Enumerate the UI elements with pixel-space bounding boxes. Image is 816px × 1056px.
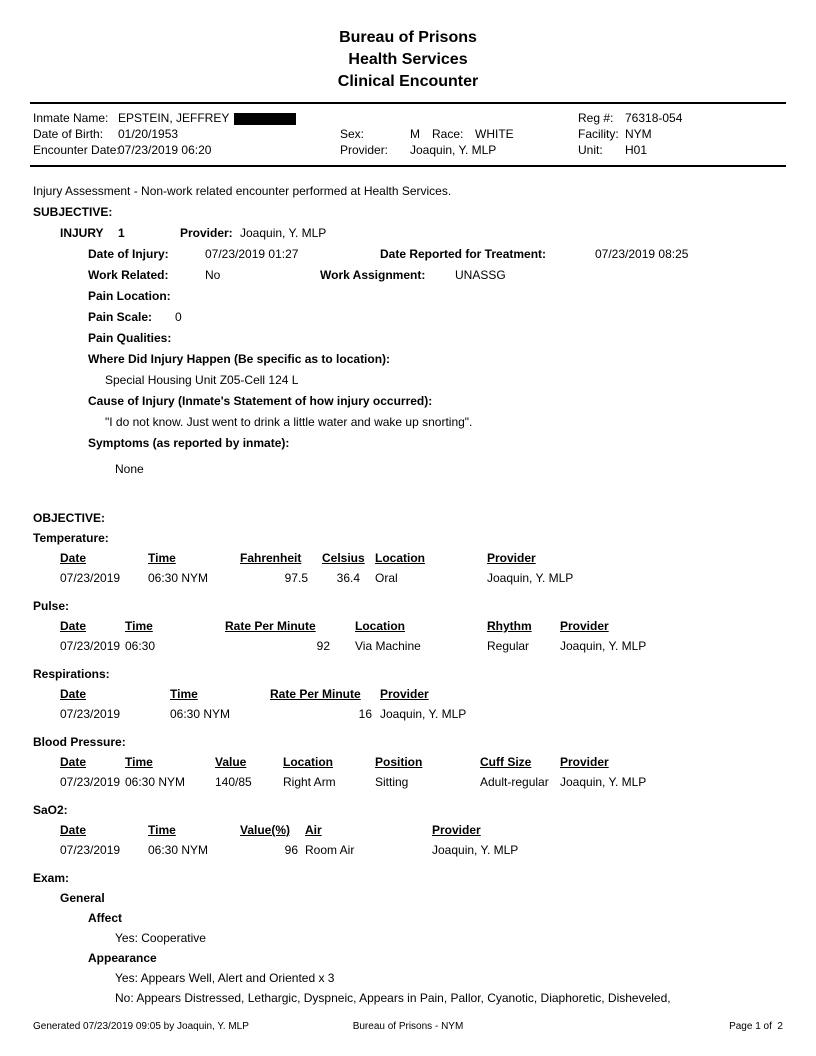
value-cell: 06:30 NYM — [125, 775, 186, 789]
value-cell: 16 — [358, 707, 372, 721]
value-cell: 07/23/2019 — [60, 707, 121, 721]
pain-scale-value: 0 — [175, 310, 182, 324]
sex-label: Sex: — [340, 127, 365, 141]
race-label: Race: — [432, 127, 464, 141]
footer-center-text: Bureau of Prisons - NYM — [352, 1021, 464, 1032]
sex-race-row — [340, 126, 578, 142]
header-cell: Provider — [560, 755, 609, 769]
page-footer — [33, 1021, 783, 1032]
encounter-date-row — [33, 142, 340, 158]
header-cell: Date — [60, 823, 87, 837]
dob-label: Date of Birth: — [33, 127, 104, 141]
encounter-date-label: Encounter Date: — [33, 143, 120, 157]
temperature-value-row — [33, 568, 783, 588]
header-cell: Cuff Size — [480, 755, 532, 769]
unit-row — [578, 142, 783, 158]
reg-value: 76318-054 — [625, 111, 683, 125]
value-cell: 06:30 NYM — [148, 843, 209, 857]
cause-of-injury-value: "I do not know. Just went to drink a little water and wake up snorting". — [105, 415, 473, 429]
value-cell: 96 — [284, 843, 298, 857]
respirations-label: Respirations: — [33, 667, 110, 681]
footer-generated-text: Generated 07/23/2019 09:05 by Joaquin, Y. MLP — [33, 1021, 249, 1032]
temperature-section — [33, 528, 783, 588]
header-cell: Value(%) — [240, 823, 291, 837]
header-cell: Value — [215, 755, 247, 769]
value-cell: Regular — [487, 639, 530, 653]
value-cell: 140/85 — [215, 775, 252, 789]
header-cell: Date — [60, 687, 87, 701]
value-cell: Joaquin, Y. MLP — [432, 843, 519, 857]
header-cell: Date — [60, 755, 87, 769]
document-title — [0, 0, 816, 93]
info-column-middle — [340, 110, 578, 158]
value-cell: 06:30 NYM — [170, 707, 231, 721]
header-cell: Location — [355, 619, 405, 633]
exam-affect-label: Affect — [88, 911, 123, 925]
race-value: WHITE — [475, 127, 514, 141]
exam-appearance-yes: Yes: Appears Well, Alert and Oriented x 3 — [115, 971, 335, 985]
header-cell: Celsius — [322, 551, 365, 565]
encounter-date-value: 07/23/2019 06:20 — [118, 143, 212, 157]
blood-pressure-section — [33, 732, 783, 792]
exam-affect-yes: Yes: Cooperative — [115, 931, 206, 945]
sao2-header-row — [33, 820, 783, 840]
header-cell: Time — [148, 823, 176, 837]
value-cell: 06:30 — [125, 639, 156, 653]
header-cell: Provider — [432, 823, 481, 837]
respirations-header-row — [33, 684, 783, 704]
inmate-name-value: EPSTEIN, JEFFREY — [118, 111, 230, 125]
unit-label: Unit: — [578, 143, 603, 157]
work-assignment-value: UNASSG — [455, 268, 506, 282]
value-cell: Room Air — [305, 843, 355, 857]
pulse-label: Pulse: — [33, 599, 70, 613]
value-cell: 06:30 NYM — [148, 571, 209, 585]
value-cell: 36.4 — [336, 571, 360, 585]
value-cell: Adult-regular — [480, 775, 549, 789]
date-of-injury-label: Date of Injury: — [88, 247, 169, 261]
date-of-injury-row — [33, 244, 783, 265]
value-cell: 07/23/2019 — [60, 843, 121, 857]
work-related-row — [33, 265, 783, 286]
pain-scale-label: Pain Scale: — [88, 310, 153, 324]
work-assignment-label: Work Assignment: — [320, 268, 426, 282]
patient-info-block — [0, 104, 816, 165]
sex-value: M — [410, 127, 420, 141]
sao2-label: SaO2: — [33, 803, 68, 817]
header-cell: Date — [60, 551, 87, 565]
encounter-intro-text: Injury Assessment - Non-work related encounter performed at Health Services. — [33, 184, 452, 198]
value-cell: 92 — [316, 639, 330, 653]
sao2-value-row — [33, 840, 783, 860]
value-cell: Via Machine — [355, 639, 421, 653]
value-cell: Joaquin, Y. MLP — [560, 775, 647, 789]
facility-row — [578, 126, 783, 142]
pulse-value-row — [33, 636, 783, 656]
value-cell: Sitting — [375, 775, 409, 789]
info-column-right — [578, 110, 783, 158]
header-cell: Date — [60, 619, 87, 633]
title-line-clinical-encounter: Clinical Encounter — [337, 73, 479, 90]
date-reported-label: Date Reported for Treatment: — [380, 247, 547, 261]
header-cell: Time — [125, 619, 153, 633]
pulse-header-row — [33, 616, 783, 636]
exam-appearance-label: Appearance — [88, 951, 157, 965]
value-cell: 97.5 — [284, 571, 308, 585]
value-cell: 07/23/2019 — [60, 571, 121, 585]
temperature-header-row — [33, 548, 783, 568]
header-cell: Location — [375, 551, 425, 565]
provider-label: Provider: — [340, 143, 389, 157]
header-cell: Provider — [487, 551, 536, 565]
injury-number: 1 — [118, 226, 125, 240]
work-related-value: No — [205, 268, 221, 282]
footer-page-number: Page 1 of 2 — [729, 1021, 783, 1032]
value-cell: Joaquin, Y. MLP — [380, 707, 467, 721]
cause-of-injury-label: Cause of Injury (Inmate's Statement of how injury occurred): — [88, 394, 433, 408]
inmate-name-label: Inmate Name: — [33, 111, 109, 125]
dob-value: 01/20/1953 — [118, 127, 179, 141]
header-cell: Position — [375, 755, 423, 769]
blood-pressure-header-row — [33, 752, 783, 772]
date-reported-value: 07/23/2019 08:25 — [595, 247, 689, 261]
injury-provider-value: Joaquin, Y. MLP — [240, 226, 327, 240]
injury-provider-label: Provider: — [180, 226, 233, 240]
value-cell: Joaquin, Y. MLP — [560, 639, 647, 653]
header-cell: Time — [125, 755, 153, 769]
header-cell: Rhythm — [487, 619, 532, 633]
reg-label: Reg #: — [578, 111, 614, 125]
sao2-section — [33, 800, 783, 860]
exam-heading: Exam: — [33, 871, 70, 885]
value-cell: 07/23/2019 — [60, 775, 121, 789]
header-cell: Fahrenheit — [240, 551, 302, 565]
header-cell: Rate Per Minute — [225, 619, 316, 633]
injury-provider-row — [33, 223, 783, 244]
facility-value: NYM — [625, 127, 652, 141]
unit-value: H01 — [625, 143, 648, 157]
header-cell: Time — [148, 551, 176, 565]
header-cell: Provider — [560, 619, 609, 633]
pain-location-label: Pain Location: — [88, 289, 171, 303]
header-cell: Time — [170, 687, 198, 701]
respirations-section — [33, 664, 783, 724]
provider-row — [340, 142, 578, 158]
subjective-heading: SUBJECTIVE: — [33, 205, 113, 219]
value-cell: Oral — [375, 571, 398, 585]
blood-pressure-value-row — [33, 772, 783, 792]
pulse-section — [33, 596, 783, 656]
work-related-label: Work Related: — [88, 268, 169, 282]
title-line-bureau: Bureau of Prisons — [339, 29, 477, 46]
exam-general-label: General — [60, 891, 105, 905]
temperature-label: Temperature: — [33, 531, 109, 545]
facility-label: Facility: — [578, 127, 619, 141]
objective-heading: OBJECTIVE: — [33, 511, 106, 525]
blood-pressure-label: Blood Pressure: — [33, 735, 126, 749]
value-cell: Right Arm — [283, 775, 336, 789]
dob-row — [33, 126, 340, 142]
pain-scale-row — [33, 307, 783, 328]
redaction-box — [234, 113, 296, 125]
respirations-value-row — [33, 704, 783, 724]
pain-qualities-label: Pain Qualities: — [88, 331, 172, 345]
header-cell: Air — [305, 823, 322, 837]
info-column-left — [33, 110, 340, 158]
provider-value: Joaquin, Y. MLP — [410, 143, 497, 157]
header-cell: Location — [283, 755, 333, 769]
value-cell: 07/23/2019 — [60, 639, 121, 653]
divider-bottom — [30, 165, 786, 167]
exam-appearance-no: No: Appears Distressed, Lethargic, Dyspneic, Appears in Pain, Pallor, Cyanotic, Diaphoretic, Disheveled, — [115, 991, 671, 1005]
injury-label: INJURY — [60, 226, 104, 240]
header-cell: Provider — [380, 687, 429, 701]
spacer-row — [340, 110, 578, 126]
exam-section — [33, 868, 783, 1008]
symptoms-value: None — [115, 462, 144, 476]
date-of-injury-value: 07/23/2019 01:27 — [205, 247, 299, 261]
title-line-health-services: Health Services — [348, 51, 468, 68]
where-injury-label: Where Did Injury Happen (Be specific as to location): — [88, 352, 391, 366]
document-body — [0, 181, 816, 1008]
reg-row — [578, 110, 783, 126]
inmate-name-row — [33, 110, 340, 126]
value-cell: Joaquin, Y. MLP — [487, 571, 574, 585]
symptoms-label: Symptoms (as reported by inmate): — [88, 436, 290, 450]
where-injury-value: Special Housing Unit Z05-Cell 124 L — [105, 373, 299, 387]
header-cell: Rate Per Minute — [270, 687, 361, 701]
